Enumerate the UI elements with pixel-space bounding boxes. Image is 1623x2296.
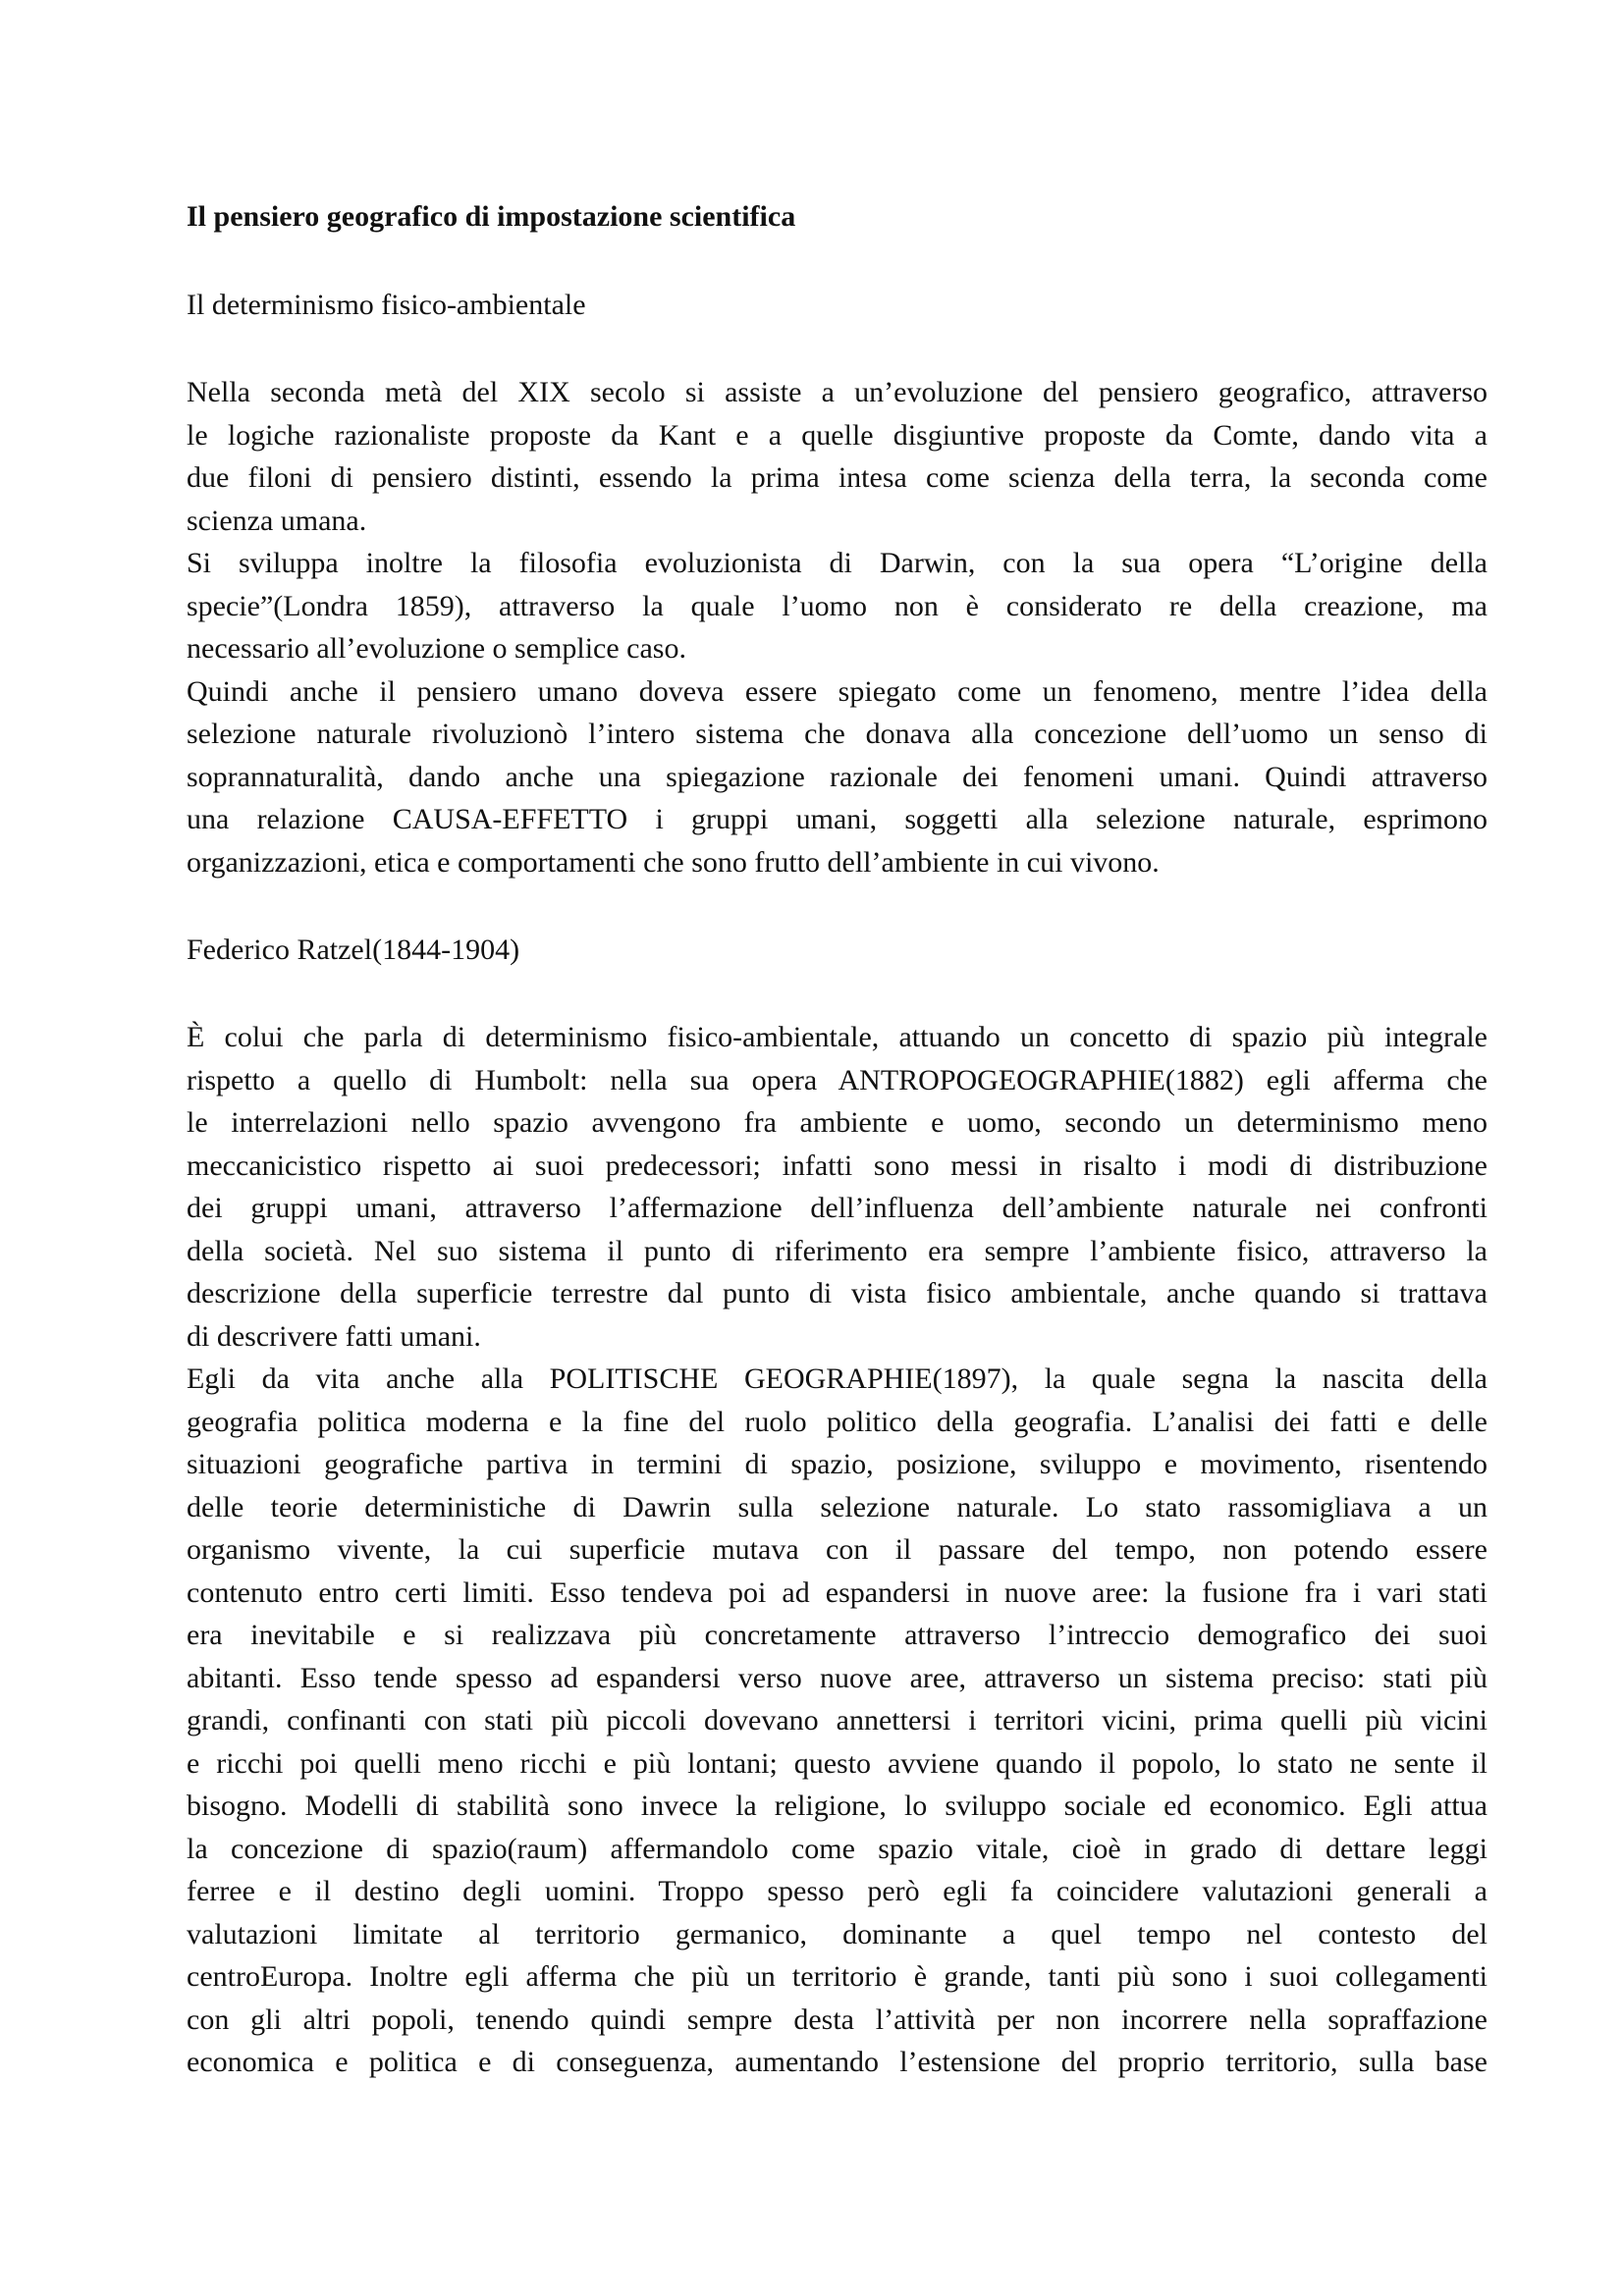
paragraph-line: selezione naturale rivoluzionò l’intero sistema che donava alla concezione dell’uomo un senso di (187, 718, 1488, 750)
paragraph-line: specie”(Londra 1859), attraverso la quale l’uomo non è considerato re della creazione, ma (187, 589, 1488, 622)
paragraph-line: bisogno. Modelli di stabilità sono invece la religione, lo sviluppo sociale ed economico. Egli attua (187, 1789, 1488, 1822)
paragraph-line: rispetto a quello di Humbolt: nella sua opera ANTROPOGEOGRAPHIE(1882) egli afferma che (187, 1063, 1488, 1096)
paragraph-line: economica e politica e di conseguenza, aumentando l’estensione del proprio territorio, sulla base (187, 2046, 1488, 2078)
paragraph-line: contenuto entro certi limiti. Esso tendeva poi ad espandersi in nuove aree: la fusione fra i vari stati (187, 1575, 1488, 1609)
paragraph-line: due filoni di pensiero distinti, essendo la prima intesa come scienza della terra, la seconda come (187, 461, 1488, 494)
paragraph-line: di descrivere fatti umani. (187, 1319, 481, 1353)
paragraph-line: organismo vivente, la cui superficie mutava con il passare del tempo, non potendo essere (187, 1533, 1488, 1566)
paragraph-line: necessario all’evoluzione o semplice caso. (187, 632, 686, 665)
paragraph-politische-geographie (187, 1358, 1488, 2084)
paragraph-line: era inevitabile e si realizzava più concretamente attraverso l’intreccio demografico dei suoi (187, 1619, 1488, 1651)
paragraph-line: È colui che parla di determinismo fisico-ambientale, attuando un concetto di spazio più integrale (187, 1021, 1488, 1053)
paragraph-line: organizzazioni, etica e comportamenti che sono frutto dell’ambiente in cui vivono. (187, 845, 1160, 879)
paragraph-line: soprannaturalità, dando anche una spiegazione razionale dei fenomeni umani. Quindi attraverso (187, 760, 1488, 793)
paragraph-line: abitanti. Esso tende spesso ad espandersi verso nuove aree, attraverso un sistema preciso: stati più (187, 1661, 1488, 1694)
paragraph-line: e ricchi poi quelli meno ricchi e più lontani; questo avviene quando il popolo, lo stato ne sente il (187, 1746, 1488, 1780)
paragraph-line: Nella seconda metà del XIX secolo si assiste a un’evoluzione del pensiero geografico, attraverso (187, 376, 1488, 408)
paragraph-line: le logiche razionaliste proposte da Kant e a quelle disgiuntive proposte da Comte, dando vita a (187, 418, 1488, 452)
paragraph-line: con gli altri popoli, tenendo quindi sempre desta l’attività per non incorrere nella sopraffazione (187, 2002, 1488, 2036)
paragraph-causa-effetto (187, 670, 1488, 884)
section-subtitle: Il determinismo fisico-ambientale (187, 289, 586, 321)
document-title: Il pensiero geografico di impostazione scientifica (187, 200, 796, 233)
paragraph-antropogeographie (187, 1016, 1488, 1358)
paragraph-darwin (187, 542, 1488, 670)
paragraph-line: Si sviluppa inoltre la filosofia evoluzionista di Darwin, con la sua opera “L’origine della (187, 547, 1488, 579)
paragraph-line: centroEuropa. Inoltre egli afferma che più un territorio è grande, tanti più sono i suoi collegamenti (187, 1960, 1488, 1993)
paragraph-line: scienza umana. (187, 504, 367, 537)
paragraph-line: Quindi anche il pensiero umano doveva essere spiegato come un fenomeno, mentre l’idea della (187, 674, 1488, 708)
paragraph-line: situazioni geografiche partiva in termini di spazio, posizione, sviluppo e movimento, risentendo (187, 1448, 1488, 1480)
paragraph-line: una relazione CAUSA-EFFETTO i gruppi umani, soggetti alla selezione naturale, esprimono (187, 803, 1488, 835)
paragraph-evoluzione (187, 371, 1488, 542)
paragraph-line: la concezione di spazio(raum) affermandolo come spazio vitale, cioè in grado di dettare leggi (187, 1832, 1488, 1865)
document-body (187, 194, 1488, 2084)
paragraph-line: meccanicistico rispetto ai suoi predecessori; infatti sono messi in risalto i modi di distribuzione (187, 1148, 1488, 1182)
paragraph-line: delle teorie deterministiche di Dawrin sulla selezione naturale. Lo stato rassomigliava a un (187, 1490, 1488, 1523)
paragraph-line: geografia politica moderna e la fine del ruolo politico della geografia. L’analisi dei fatti e delle (187, 1405, 1488, 1438)
section-heading-ratzel: Federico Ratzel(1844-1904) (187, 934, 520, 966)
paragraph-line: descrizione della superficie terrestre dal punto di vista fisico ambientale, anche quando si trattava (187, 1277, 1488, 1309)
paragraph-line: valutazioni limitate al territorio germanico, dominante a quel tempo nel contesto del (187, 1917, 1488, 1950)
paragraph-line: della società. Nel suo sistema il punto di riferimento era sempre l’ambiente fisico, attraverso la (187, 1234, 1488, 1267)
paragraph-line: grandi, confinanti con stati più piccoli dovevano annettersi i territori vicini, prima quelli più vicini (187, 1704, 1488, 1736)
paragraph-line: le interrelazioni nello spazio avvengono fra ambiente e uomo, secondo un determinismo meno (187, 1106, 1488, 1139)
paragraph-line: ferree e il destino degli uomini. Troppo spesso però egli fa coincidere valutazioni generali a (187, 1875, 1488, 1907)
paragraph-line: Egli da vita anche alla POLITISCHE GEOGRAPHIE(1897), la quale segna la nascita della (187, 1362, 1488, 1395)
paragraph-line: dei gruppi umani, attraverso l’affermazione dell’influenza dell’ambiente naturale nei confronti (187, 1192, 1488, 1224)
